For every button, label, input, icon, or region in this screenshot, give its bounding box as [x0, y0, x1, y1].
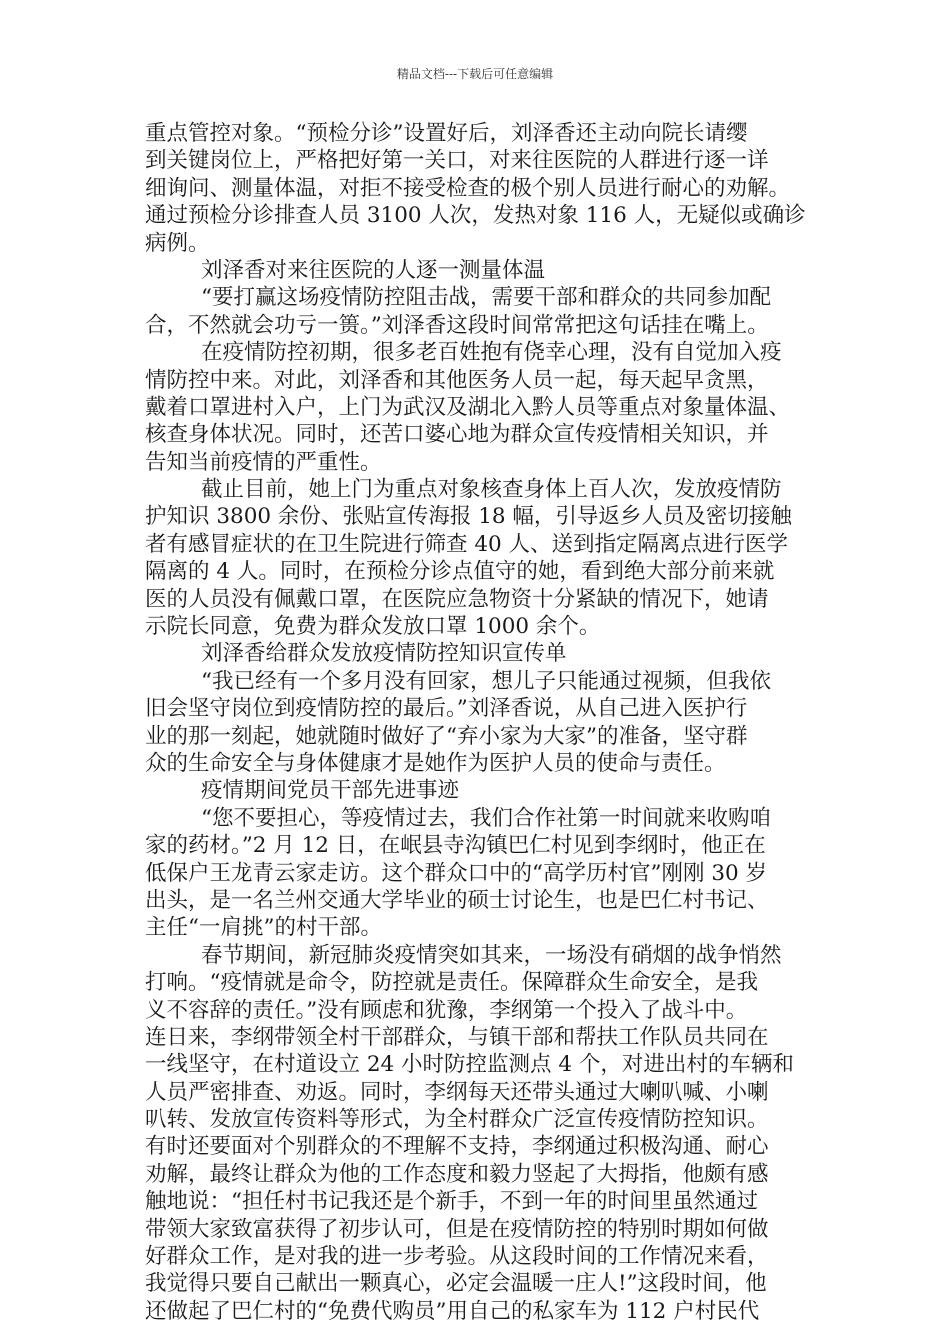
text-line: 家的药材。”2 月 12 日，在岷县寺沟镇巴仁村见到李纲时，他正在	[145, 833, 766, 859]
text-line: 隔离的 4 人。同时，在预检分诊点值守的她，看到绝大部分前来就	[145, 559, 775, 585]
paragraph-first-line: “我已经有一个多月没有回家，想儿子只能通过视频，但我依	[201, 668, 771, 694]
text-line: 劝解，最终让群众为他的工作态度和毅力竖起了大拇指，他颇有感	[145, 1161, 769, 1187]
text-line: 通过预检分诊排查人员 3100 人次，发热对象 116 人，无疑似或确诊	[145, 203, 806, 229]
text-line: 业的那一刻起，她就随时做好了“弃小家为大家”的准备，坚守群	[145, 723, 748, 749]
document-body	[145, 120, 813, 1325]
text-line: 好群众工作，是对我的进一步考验。从这段时间的工作情况来看，	[145, 1244, 769, 1270]
paragraph-first-line: “要打赢这场疫情防控阻击战，需要干部和群众的共同参加配	[201, 285, 771, 311]
text-line: 旧会坚守岗位到疫情防控的最后。”刘泽香说，从自己进入医护行	[145, 696, 748, 722]
text-line: 合，不然就会功亏一篑。”刘泽香这段时间常常把这句话挂在嘴上。	[145, 312, 769, 338]
paragraph-first-line: 刘泽香对来往医院的人逐一测量体温	[201, 257, 546, 283]
text-line: 出头，是一名兰州交通大学毕业的硕士讨论生，也是巴仁村书记、	[145, 887, 769, 913]
text-line: 病例。	[145, 230, 210, 256]
text-line: 低保户王龙青云家走访。这个群众口中的“高学历村官”刚刚 30 岁	[145, 860, 768, 886]
paragraph-first-line: 刘泽香给群众发放疫情防控知识宣传单	[201, 641, 567, 667]
text-line: 告知当前疫情的严重性。	[145, 449, 382, 475]
text-line: 带领大家致富获得了初步认可，但是在疫情防控的特别时期如何做	[145, 1216, 769, 1242]
text-line: 众的生命安全与身体健康才是她作为医护人员的使命与责任。	[145, 750, 726, 776]
text-line: 叭转、发放宣传资料等形式，为全村群众广泛宣传疫情防控知识。	[145, 1107, 769, 1133]
text-line: 护知识 3800 余份、张贴宣传海报 18 幅，引导返乡人员及密切接触	[145, 504, 792, 530]
paragraph-first-line: 截止目前，她上门为重点对象核查身体上百人次，发放疫情防	[201, 477, 782, 503]
paragraph-first-line: “您不要担心，等疫情过去，我们合作社第一时间就来收购咱	[201, 805, 771, 831]
text-line: 一线坚守，在村道设立 24 小时防控监测点 4 个，对进出村的车辆和	[145, 1052, 794, 1078]
page-header: 精品文档---下载后可任意编辑	[396, 67, 554, 81]
text-line: 人员严密排查、劝返。同时，李纲每天还带头通过大喇叭喊、小喇	[145, 1079, 769, 1105]
text-line: 还做起了巴仁村的“免费代购员”用自己的私家车为 112 户村民代	[145, 1298, 760, 1324]
text-line: 连日来，李纲带领全村干部群众，与镇干部和帮扶工作队员共同在	[145, 1024, 769, 1050]
text-line: 示院长同意，免费为群众发放口罩 1000 余个。	[145, 614, 601, 640]
paragraph-first-line: 在疫情防控初期，很多老百姓抱有侥幸心理，没有自觉加入疫	[201, 340, 782, 366]
text-line: 打响。“疫情就是命令，防控就是责任。保障群众生命安全，是我	[145, 970, 758, 996]
text-line: 我觉得只要自己献出一颗真心，必定会温暖一庄人!”这段时间，他	[145, 1271, 767, 1297]
text-line: 主任“一肩挑”的村干部。	[145, 915, 382, 941]
text-line: 核查身体状况。同时，还苦口婆心地为群众宣传疫情相关知识，并	[145, 422, 769, 448]
text-line: 戴着口罩进村入户，上门为武汉及湖北入黔人员等重点对象量体温、	[145, 394, 791, 420]
text-line: 有时还要面对个别群众的不理解不支持，李纲通过积极沟通、耐心	[145, 1134, 769, 1160]
paragraph-first-line: 疫情期间党员干部先进事迹	[201, 778, 460, 804]
text-line: 情防控中来。对此，刘泽香和其他医务人员一起，每天起早贪黑，	[145, 367, 769, 393]
text-line: 重点管控对象。“预检分诊”设置好后，刘泽香还主动向院长请缨	[145, 121, 748, 146]
text-line: 者有感冒症状的在卫生院进行筛查 40 人、送到指定隔离点进行医学	[145, 531, 789, 557]
text-line: 细询问、测量体温，对拒不接受检查的极个别人员进行耐心的劝解。	[145, 175, 791, 201]
text-line: 触地说：“担任村书记我还是个新手，不到一年的时间里虽然通过	[145, 1189, 758, 1215]
text-line: 义不容辞的责任。”没有顾虑和犹豫，李纲第一个投入了战斗中。	[145, 997, 748, 1023]
paragraph-first-line: 春节期间，新冠肺炎疫情突如其来，一场没有硝烟的战争悄然	[201, 942, 782, 968]
text-line: 医的人员没有佩戴口罩，在医院应急物资十分紧缺的情况下，她请	[145, 586, 769, 612]
text-line: 到关键岗位上，严格把好第一关口，对来往医院的人群进行逐一详	[145, 148, 769, 174]
